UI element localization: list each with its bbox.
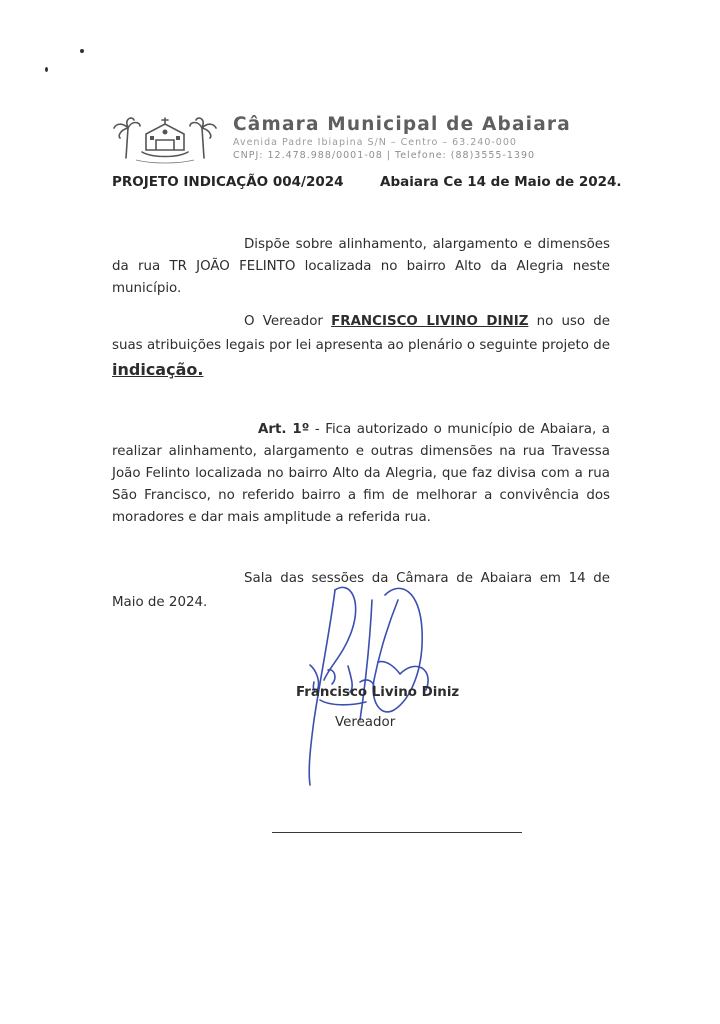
indication-word: indicação. bbox=[112, 360, 204, 379]
chamber-address: Avenida Padre Ibiapina S/N – Centro – 63.240-000 bbox=[233, 137, 517, 148]
intro-paragraph bbox=[112, 310, 610, 384]
scan-speck bbox=[45, 67, 48, 72]
place-date: Abaiara Ce 14 de Maio de 2024. bbox=[380, 174, 622, 190]
scan-speck bbox=[80, 49, 84, 53]
summary-paragraph bbox=[112, 234, 610, 300]
intro-prefix: O Vereador bbox=[244, 314, 332, 329]
article-text: - Fica autorizado o município de Abaiara, a realizar alinhamento, alargamento e outras dimensões na rua Travessa João Felinto localizada no bairro Alto da Alegria, que faz divisa com a rua São Francisco, no referido bairro a fim de melhorar a convivência dos moradores e dar mais amplitude a referida rua. bbox=[112, 422, 610, 525]
intro-middle: no uso de suas atribuições legais por lei apresenta ao plenário o seguinte projeto de bbox=[112, 314, 611, 353]
summary-text: Dispõe sobre alinhamento, alargamento e dimensões da rua TR JOÃO FELINTO localizada no bairro Alto da Alegria neste município. bbox=[112, 237, 610, 296]
chamber-name: Câmara Municipal de Abaiara bbox=[233, 114, 571, 135]
signer-name: Francisco Livino Diniz bbox=[296, 685, 460, 700]
project-number: PROJETO INDICAÇÃO 004/2024 bbox=[112, 174, 344, 190]
closing-text: Sala das sessões da Câmara de Abaiara em 14 de Maio de 2024. bbox=[112, 571, 610, 610]
chamber-contact: CNPJ: 12.478.988/0001-08 | Telefone: (88)3555-1390 bbox=[233, 150, 536, 161]
letterhead bbox=[112, 112, 612, 164]
article-paragraph bbox=[112, 419, 610, 529]
signature-line bbox=[272, 832, 522, 833]
article-label: Art. 1º bbox=[258, 422, 310, 437]
handwritten-signature bbox=[290, 570, 450, 795]
councilor-name: FRANCISCO LIVINO DINIZ bbox=[331, 314, 529, 329]
signer-role: Vereador bbox=[335, 715, 396, 730]
municipal-crest-icon bbox=[112, 112, 218, 164]
